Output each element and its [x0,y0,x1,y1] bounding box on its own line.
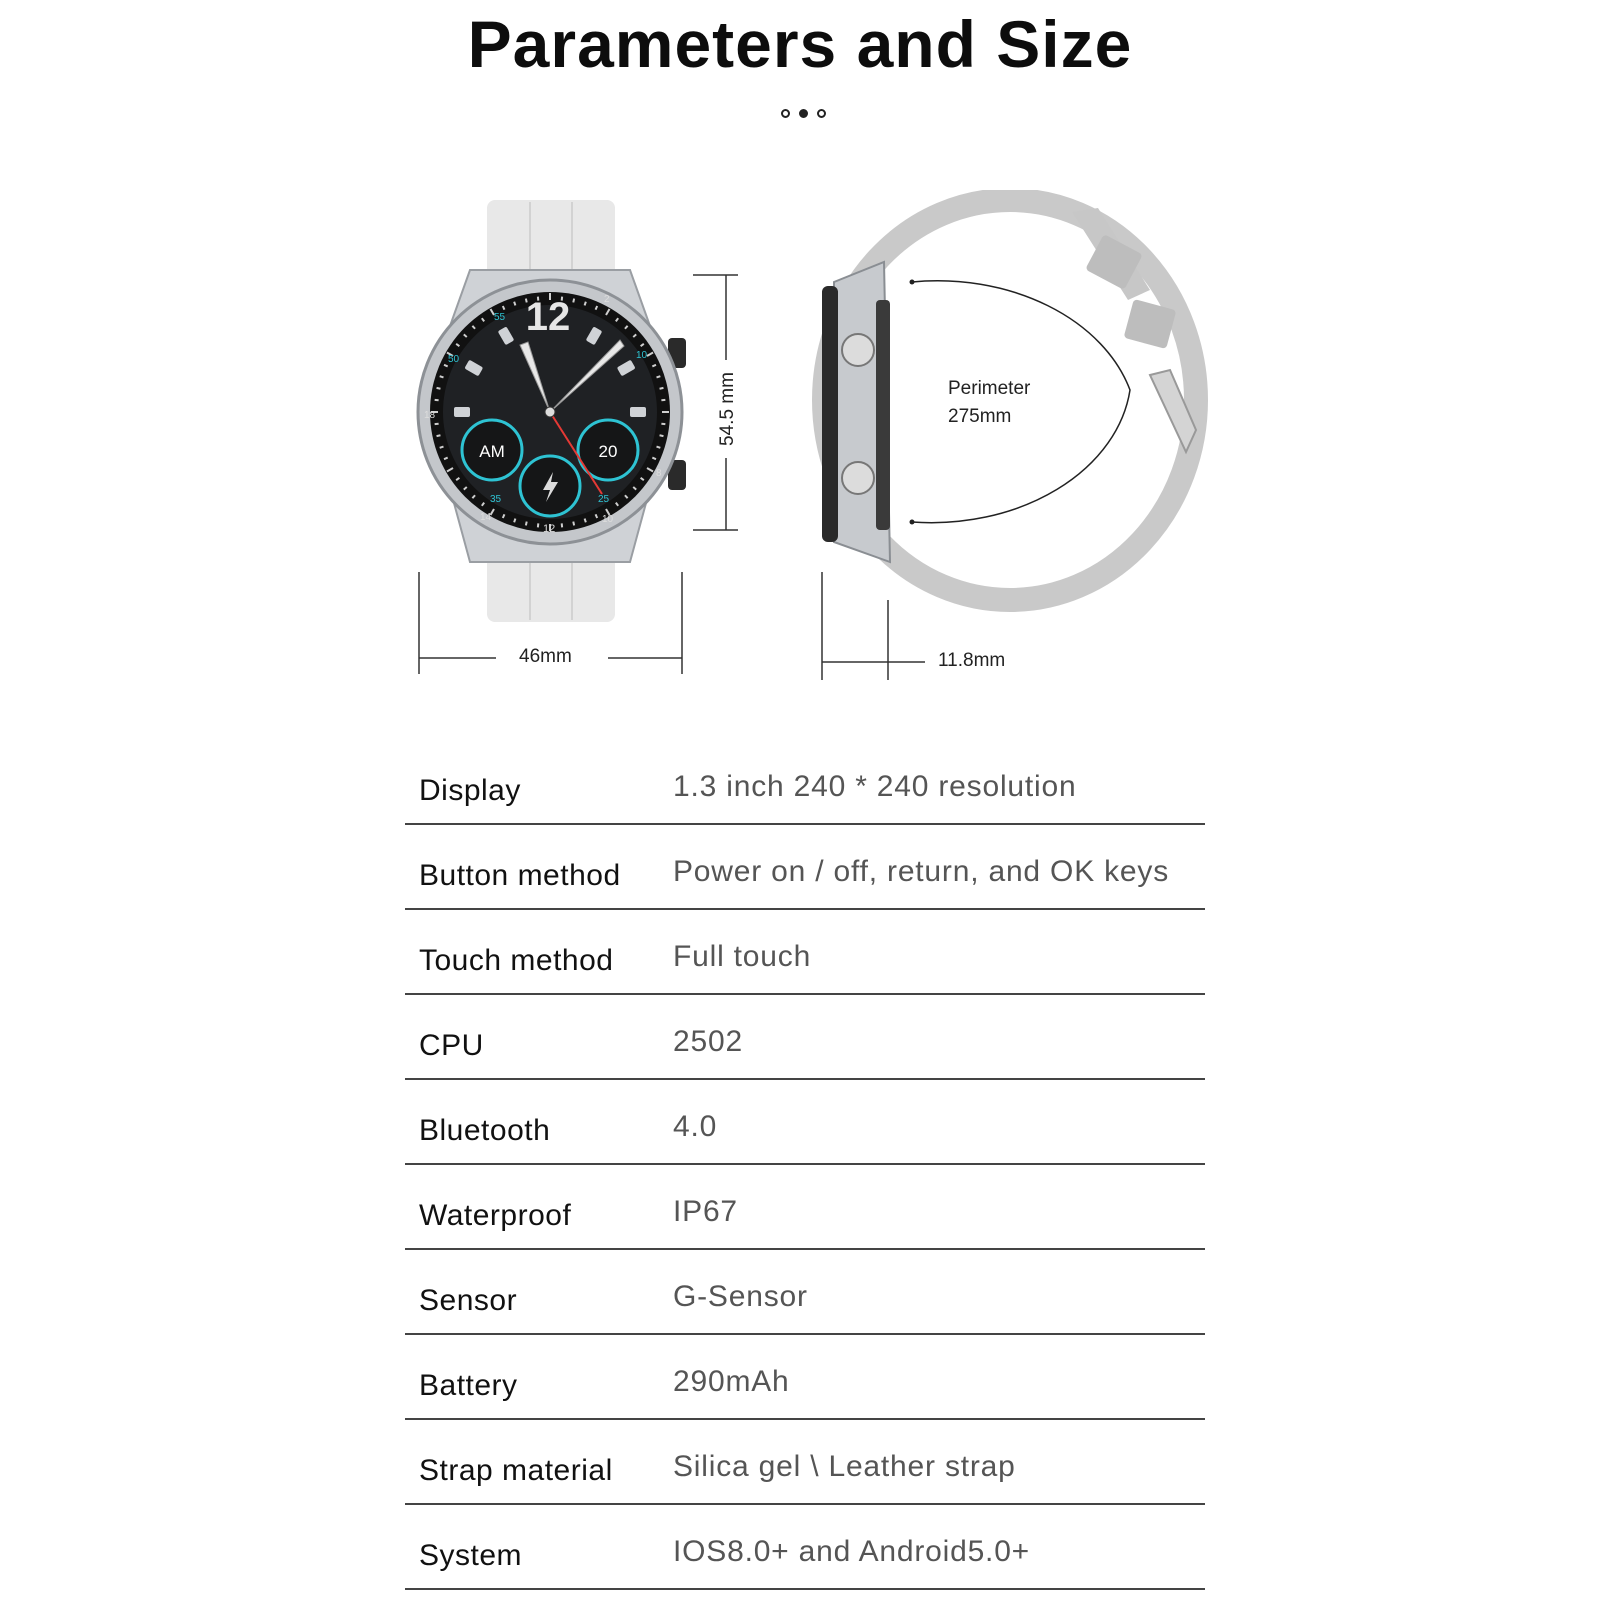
watch-front-view [418,200,686,622]
bezel-tick [573,299,574,303]
hour-marker [454,407,470,417]
glass-edge [822,286,838,542]
spec-label: System [419,1539,523,1572]
carousel-dot-2[interactable] [799,109,808,118]
spec-row-sensor [405,1250,1205,1335]
face-hour-12: 12 [525,295,571,339]
bezel-tick [514,302,515,306]
bezel-tick [440,376,444,377]
spec-value: Silica gel \ Leather strap [673,1450,1016,1483]
bezel-tick [440,447,444,448]
bezel-tick [437,388,441,389]
spec-row-strap-material [405,1420,1205,1505]
bezel-tick [660,388,664,389]
crown-top [842,334,874,366]
spec-label: Battery [419,1369,518,1402]
perimeter-value: 275mm [948,406,1012,427]
strap-top [487,200,615,280]
bezel-mark-18: 18 [424,410,436,421]
bezel-tick [514,519,515,523]
spec-row-battery [405,1335,1205,1420]
watch-side-view [822,200,1196,600]
face-mark-25: 25 [598,494,610,505]
spec-row-display [405,740,1205,825]
spec-row-waterproof [405,1165,1205,1250]
width-dimension-label: 46mm [519,646,572,667]
spec-row-cpu [405,995,1205,1080]
watch-illustration [0,190,1600,710]
perimeter-label: Perimeter [948,378,1031,399]
spec-label: Waterproof [419,1199,572,1232]
spec-value: Full touch [673,940,812,973]
bezel-tick [573,522,574,526]
side-dimension-lines [822,572,925,680]
bezel-tick [585,302,586,306]
spec-label: Bluetooth [419,1114,551,1147]
bezel-tick [526,522,527,526]
bezel-tick [437,435,441,436]
spec-value: G-Sensor [673,1280,808,1313]
spec-value: Power on / off, return, and OK keys [673,855,1170,888]
face-am-label: AM [479,442,505,461]
spec-value: 290mAh [673,1365,790,1398]
spec-value: IOS8.0+ and Android5.0+ [673,1535,1030,1568]
face-mark-55: 55 [494,312,506,323]
spec-label: Display [419,774,521,807]
crown-bottom [842,462,874,494]
carousel-dot-3[interactable] [817,109,826,118]
spec-value: IP67 [673,1195,738,1228]
hour-marker [630,407,646,417]
face-mark-35: 35 [490,494,502,505]
bezel-mark-10: 10 [602,514,614,525]
face-date-label: 20 [598,442,618,461]
spec-row-bluetooth [405,1080,1205,1165]
carousel-indicator [781,106,841,122]
page-title: Parameters and Size [467,7,1133,81]
spec-label: Strap material [419,1454,613,1487]
spec-row-button-method [405,825,1205,910]
bezel-tick [660,435,664,436]
bezel-tick [585,519,586,523]
spec-row-touch-method [405,910,1205,995]
spec-value: 4.0 [673,1110,718,1143]
bezel-mark-14: 14 [480,512,492,523]
thickness-dimension-label: 11.8mm [938,650,1006,671]
spec-table [405,740,1205,1590]
size-diagram [0,190,1600,710]
spec-value: 1.3 inch 240 * 240 resolution [673,770,1077,803]
bezel-mark-8: 8 [656,468,662,479]
face-mark-10: 10 [636,350,648,361]
spec-label: Touch method [419,944,614,977]
spec-value: 2502 [673,1025,743,1058]
spec-label: Button method [419,859,621,892]
face-mark-50: 50 [448,354,460,365]
spec-row-system [405,1505,1205,1590]
spec-label: Sensor [419,1284,518,1317]
perimeter-arc [912,281,1130,523]
height-dimension-label: 54.5 mm [717,372,738,446]
bezel-mark-2: 2 [604,294,610,305]
bezel-tick [657,447,661,448]
bezel-tick [657,376,661,377]
carousel-dot-1[interactable] [781,109,790,118]
bezel-mark-12: 12 [543,523,556,535]
spec-label: CPU [419,1029,484,1062]
